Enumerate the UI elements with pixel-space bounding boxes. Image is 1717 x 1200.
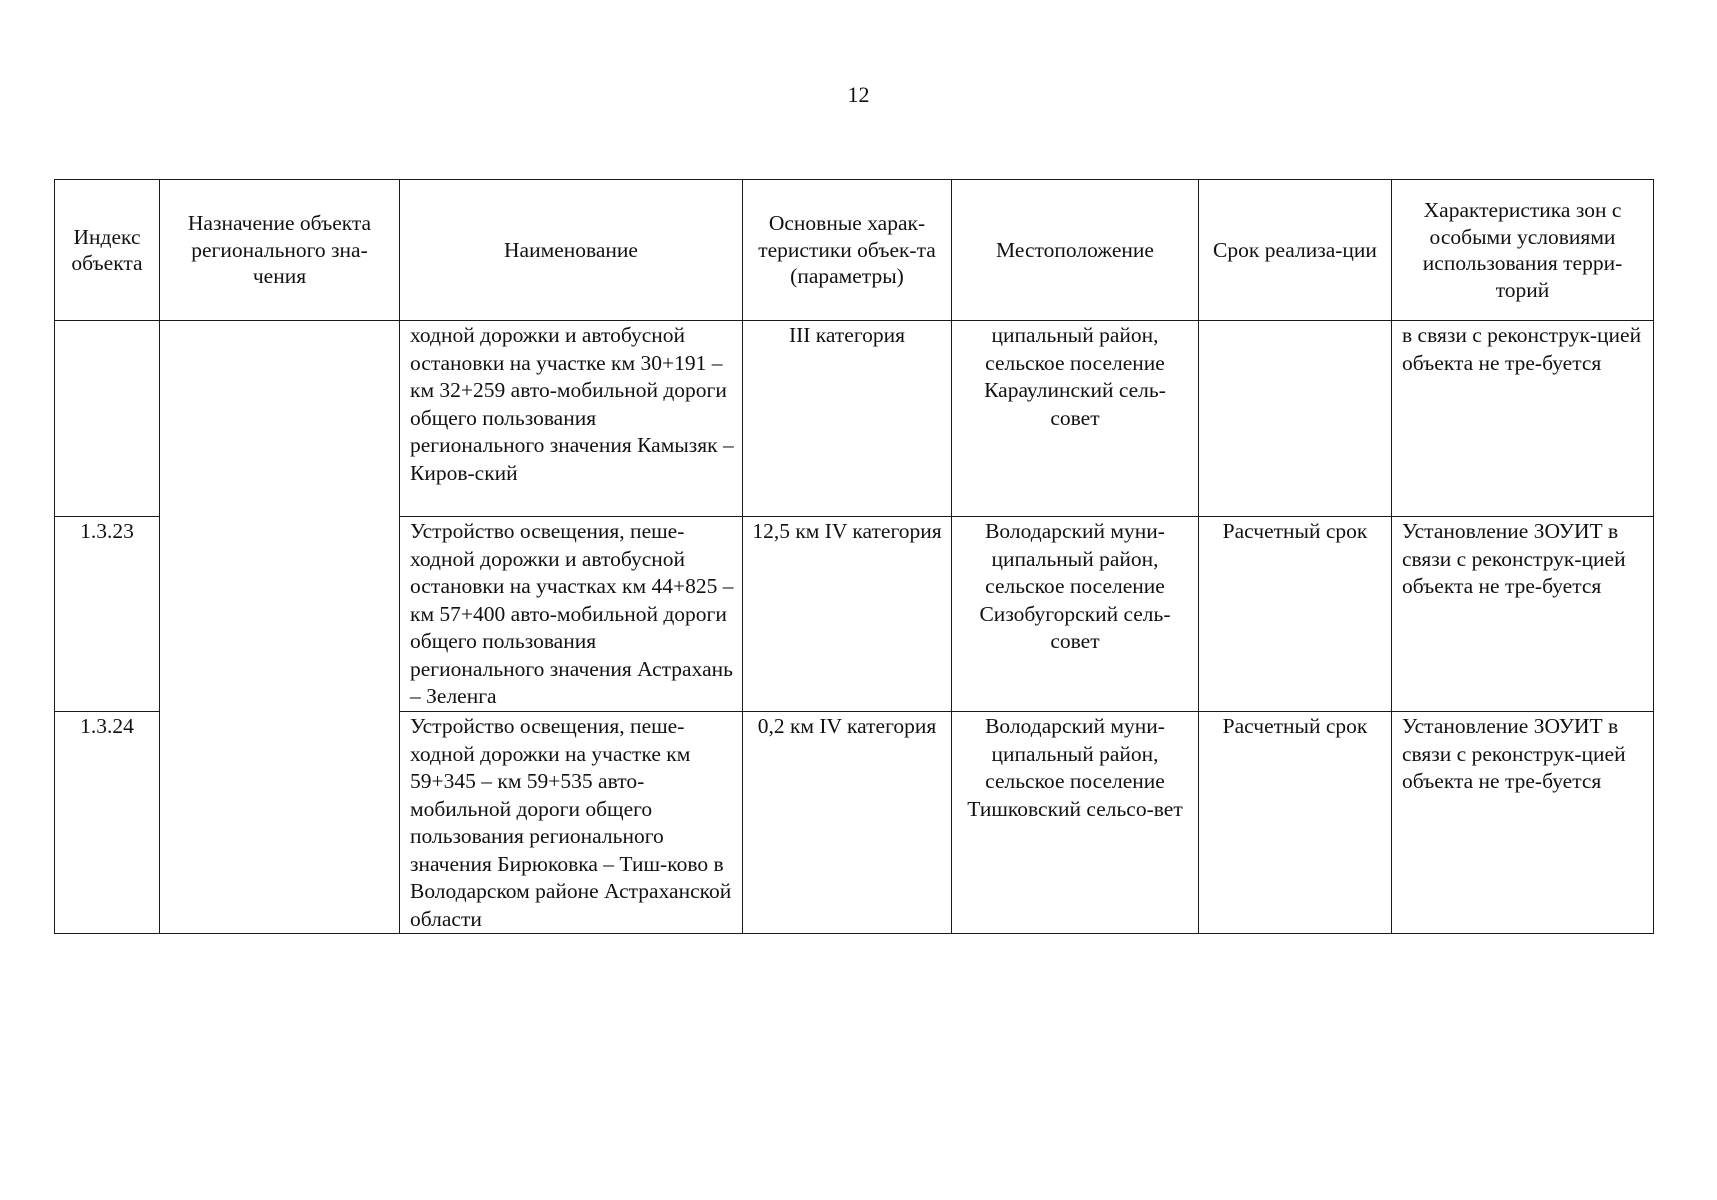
cell-term: Расчетный срок — [1199, 712, 1392, 934]
cell-name: Устройство освещения, пеше-ходной дорожки на участке км 59+345 – км 59+535 авто-мобильной дороги общего пользования регионального значения Бирюковка – Тиш-ково в Володарском районе Астраханской области — [400, 712, 743, 934]
header-zones: Характеристика зон с особыми условиями использования терри-торий — [1392, 180, 1654, 321]
header-location: Местоположение — [952, 180, 1199, 321]
cell-index: 1.3.23 — [55, 517, 160, 712]
page-number: 12 — [847, 82, 870, 107]
table-row — [55, 321, 1654, 517]
cell-index — [55, 321, 160, 517]
cell-term — [1199, 321, 1392, 517]
header-term: Срок реализа-ции — [1199, 180, 1392, 321]
cell-zones: Установление ЗОУИТ в связи с реконструк-цией объекта не тре-буется — [1392, 517, 1654, 712]
regional-objects-table — [54, 179, 1654, 934]
cell-term: Расчетный срок — [1199, 517, 1392, 712]
cell-purpose — [160, 321, 400, 934]
cell-location: Володарский муни-ципальный район, сельское поселение Сизобугорский сель-совет — [952, 517, 1199, 712]
cell-params: 12,5 км IV категория — [743, 517, 952, 712]
cell-name: Устройство освещения, пеше-ходной дорожки и автобусной остановки на участках км 44+825 – км 57+400 авто-мобильной дороги общего пользования регионального значения Астрахань – Зеленга — [400, 517, 743, 712]
cell-zones: в связи с реконструк-цией объекта не тре-буется — [1392, 321, 1654, 517]
table-header-row — [55, 180, 1654, 321]
header-purpose: Назначение объекта регионального зна-чения — [160, 180, 400, 321]
cell-index: 1.3.24 — [55, 712, 160, 934]
cell-zones: Установление ЗОУИТ в связи с реконструк-цией объекта не тре-буется — [1392, 712, 1654, 934]
cell-location: Володарский муни-ципальный район, сельское поселение Тишковский сельсо-вет — [952, 712, 1199, 934]
header-params: Основные харак-теристики объек-та (параметры) — [743, 180, 952, 321]
cell-params: III категория — [743, 321, 952, 517]
header-index: Индекс объекта — [55, 180, 160, 321]
cell-params: 0,2 км IV категория — [743, 712, 952, 934]
header-name: Наименование — [400, 180, 743, 321]
cell-location: ципальный район, сельское поселение Караулинский сель-совет — [952, 321, 1199, 517]
cell-name: ходной дорожки и автобусной остановки на участке км 30+191 – км 32+259 авто-мобильной дороги общего пользования регионального значения Камызяк – Киров-ский — [400, 321, 743, 517]
